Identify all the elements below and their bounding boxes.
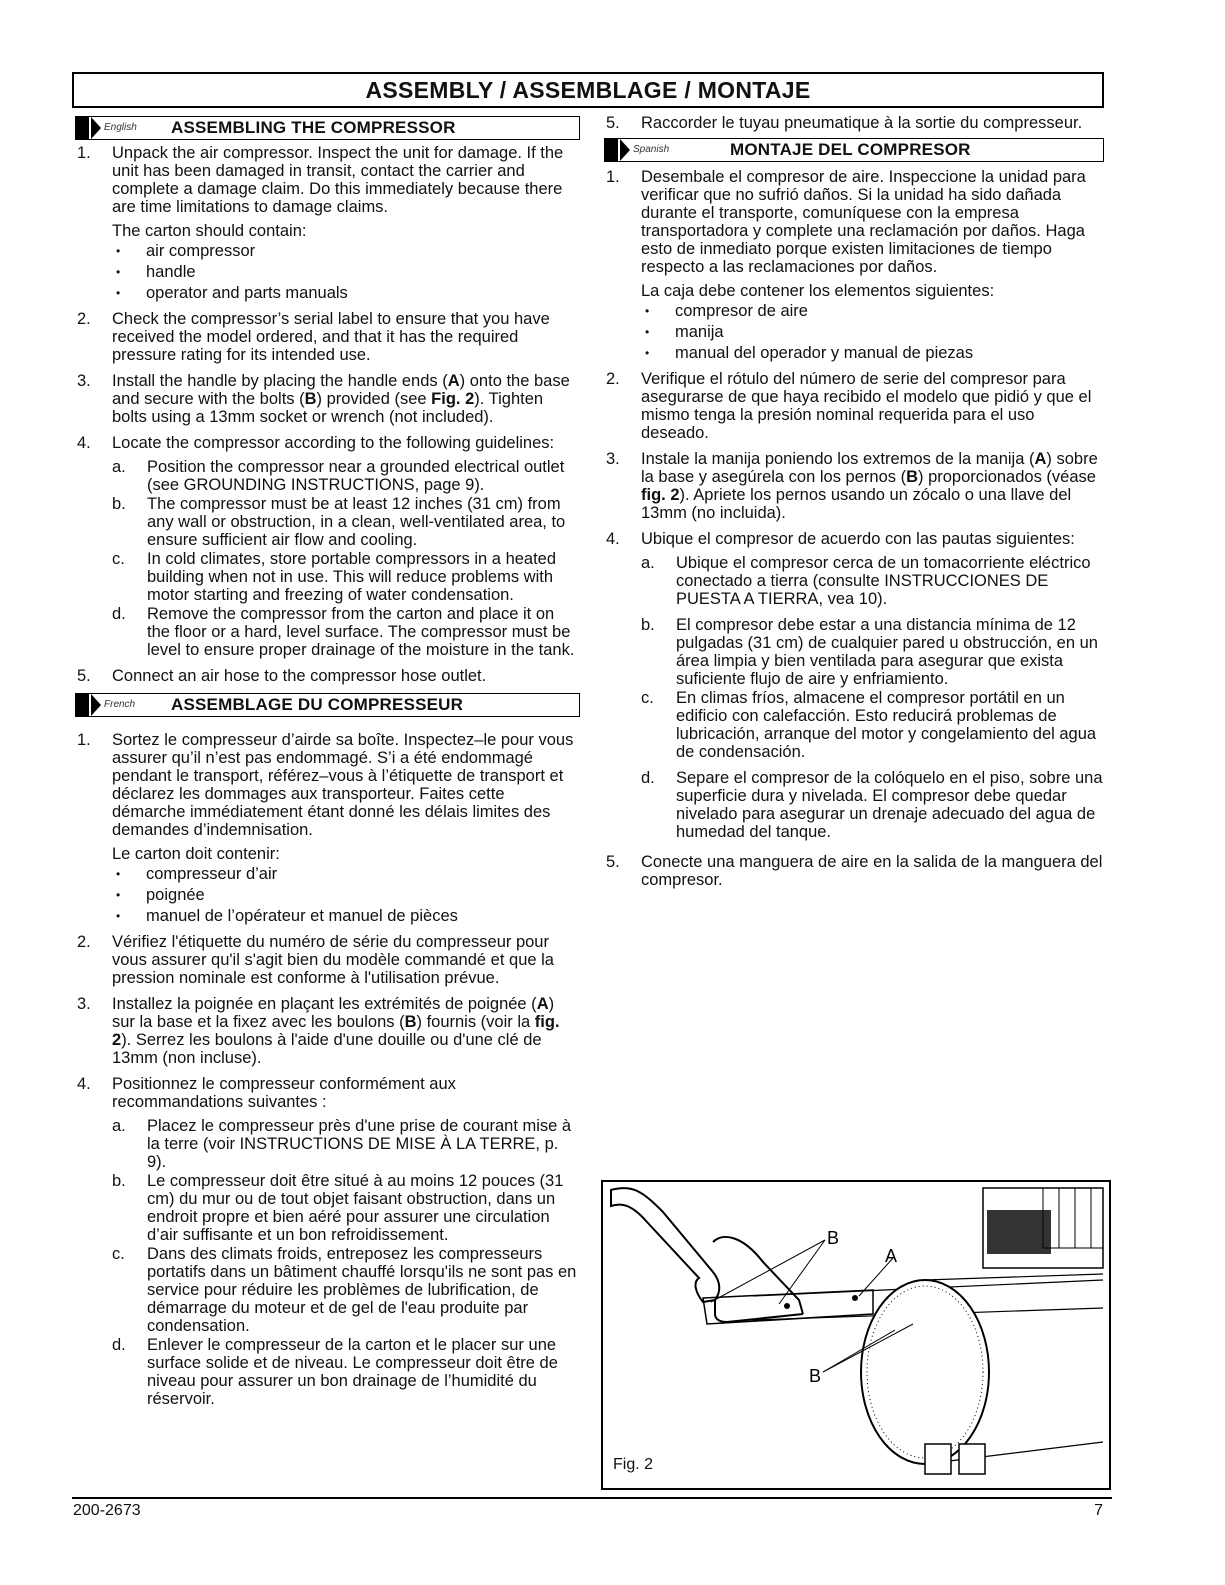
- figure-2: [601, 1180, 1111, 1490]
- step-number: 3.: [77, 995, 91, 1013]
- step-text: [112, 995, 580, 1067]
- list-item: [641, 616, 1104, 688]
- step-text: [112, 372, 580, 426]
- handle-tube: [611, 1188, 719, 1302]
- list-item: [604, 530, 1104, 841]
- step-number: 2.: [77, 933, 91, 951]
- motor-cage: [1043, 1188, 1103, 1248]
- list-item: [75, 144, 580, 302]
- step-text: Vérifiez l'étiquette du numéro de série du compresseur pour vous assurer qu'il s'agit bien du modèle commandé et que la pression nominale est conforme à l'utilisation prévue.: [112, 933, 554, 987]
- bolt: [852, 1295, 858, 1301]
- list-item: [112, 495, 580, 549]
- item-letter: b.: [112, 495, 126, 513]
- step-subtext: The carton should contain:: [112, 222, 307, 240]
- list-item: • compresseur d’air: [112, 865, 580, 883]
- item-text: Ubique el compresor cerca de un tomacorriente eléctrico conectado a tierra (consulte INSTRUCCIONES DE PUESTA A TIERRA, vea 10).: [676, 554, 1091, 608]
- list-item: [112, 550, 580, 604]
- spanish-section-title: MONTAJE DEL COMPRESOR: [730, 140, 971, 159]
- list-item: • manual del operador y manual de piezas: [641, 344, 1104, 362]
- text-run: Install the handle by placing the handle ends (: [112, 372, 448, 390]
- item-letter: c.: [641, 689, 654, 707]
- item-letter: a.: [112, 1117, 126, 1135]
- step-text: Raccorder le tuyau pneumatique à la sortie du compresseur.: [641, 114, 1083, 132]
- step-number: 4.: [77, 1075, 91, 1093]
- language-flag-icon: [75, 694, 89, 716]
- list-item: [75, 933, 580, 987]
- item-letter: c.: [112, 550, 125, 568]
- foot: [959, 1444, 985, 1474]
- step-text: Sortez le compresseur d’airde sa boîte. Inspectez–le pour vous assurer qu’il n’est pas endommagé. S’i a été endommagé pendant le transport, référez–vous à l’étiquette de transport et déclarez les dommages aux transporteur. Faites cette démarche immédiatement étant donné les délais limites des demandes d’indemnisation.: [112, 731, 574, 839]
- item-text: Le compresseur doit être situé à au moins 12 pouces (31 cm) du mur ou de tout objet faisant obstruction, dans un endroit propre et bien aéré pour assurer une circulation d’air suffisante et un bon refroidissement.: [147, 1172, 564, 1244]
- spanish-language-tab: [604, 139, 730, 161]
- step-number: 3.: [77, 372, 91, 390]
- figure-label: Fig. 2: [613, 1456, 654, 1473]
- step-number: 5.: [77, 667, 91, 685]
- callout-ref: B: [304, 390, 317, 408]
- language-flag-icon: [604, 139, 618, 161]
- callout-ref: B: [404, 1013, 417, 1031]
- callout-ref: A: [1034, 450, 1047, 468]
- foot: [925, 1444, 951, 1474]
- step-number: 4.: [77, 434, 91, 452]
- text-run: ). Tighten bolts using a 13mm socket or wrench (not included).: [112, 390, 544, 426]
- text-run: ) onto the base and secure with the bolts (: [112, 372, 570, 408]
- step-subtext: Le carton doit contenir:: [112, 845, 280, 863]
- french-steps: [75, 731, 580, 1408]
- french-steps-continued: [604, 114, 1104, 132]
- item-text: Position the compressor near a grounded electrical outlet (see GROUNDING INSTRUCTIONS, page 9).: [147, 458, 565, 494]
- callout-ref: B: [906, 468, 918, 486]
- list-item: [75, 731, 580, 925]
- list-item: [75, 310, 580, 364]
- list-item: [75, 995, 580, 1067]
- step-text: Connect an air hose to the compressor hose outlet.: [112, 667, 487, 685]
- item-letter: b.: [641, 616, 655, 634]
- handle-grip: [713, 1237, 803, 1314]
- language-name: English: [104, 122, 137, 133]
- english-steps: [75, 144, 580, 685]
- page-number: 7: [1094, 1502, 1103, 1519]
- list-item: • compresor de aire: [641, 302, 1104, 320]
- english-section-title: ASSEMBLING THE COMPRESSOR: [171, 118, 456, 137]
- item-text: Separe el compresor de la colóquelo en el piso, sobre una superficie dura y nivelada. El compresor debe quedar nivelado para asegurar un drenaje adecuado del agua de humedad del tanque.: [676, 769, 1103, 841]
- item-text: Enlever le compresseur de la carton et le placer sur une surface solide et de niveau. Le compresseur doit être de niveau pour assurer un bon drainage de l’humidité du réservoir.: [147, 1336, 558, 1408]
- list-item: [604, 853, 1104, 889]
- figure-ref: fig. 2: [641, 486, 680, 504]
- language-arrow-icon: [620, 139, 630, 161]
- list-item: [604, 168, 1104, 362]
- english-language-tab: [75, 117, 171, 139]
- list-item: [75, 1075, 580, 1408]
- list-item: • handle: [112, 263, 580, 281]
- item-letter: c.: [112, 1245, 125, 1263]
- callout-line-b: [779, 1240, 825, 1304]
- list-item: [641, 554, 1104, 608]
- step-number: 1.: [77, 731, 91, 749]
- language-flag-icon: [75, 117, 89, 139]
- item-text: Remove the compressor from the carton and place it on the floor or a hard, level surface. The compressor must be level to ensure proper drainage of the moisture in the tank.: [147, 605, 575, 659]
- text-run: ) fournis (voir la: [416, 1013, 535, 1031]
- list-item: [75, 667, 580, 685]
- list-item: [112, 1336, 580, 1408]
- step-text: Locate the compressor according to the following guidelines:: [112, 434, 555, 452]
- step-text: Unpack the air compressor. Inspect the unit for damage. If the unit has been damaged in transit, contact the carrier and complete a damage claim. Do this immediately because there are time limitations to damage claims.: [112, 144, 564, 216]
- step-number: 1.: [606, 168, 620, 186]
- list-item: [112, 458, 580, 494]
- guidelines-list: [112, 1117, 580, 1408]
- language-arrow-icon: [91, 694, 101, 716]
- guidelines-list: [641, 554, 1104, 841]
- text-run: ). Apriete los pernos usando un zócalo o una llave del 13mm (no incluida).: [641, 486, 1072, 522]
- bolt: [784, 1303, 790, 1309]
- footer-divider: [72, 1497, 1112, 1499]
- callout-b: B: [809, 1366, 822, 1386]
- list-item: • manuel de l’opérateur et manuel de pièces: [112, 907, 580, 925]
- step-number: 5.: [606, 114, 620, 132]
- callout-ref: A: [536, 995, 549, 1013]
- step-text: Conecte una manguera de aire en la salida de la manguera del compresor.: [641, 853, 1103, 889]
- spanish-steps: [604, 168, 1104, 889]
- step-text: Positionnez le compresseur conformément aux recommandations suivantes :: [112, 1075, 456, 1111]
- text-run: ) sobre la base y asegúrela con los pernos (: [641, 450, 1098, 486]
- item-text: El compresor debe estar a una distancia mínima de 12 pulgadas (31 cm) de cualquier pared u obstrucción, en un área limpia y bien ventilada para asegurar que exista suficiente flujo de aire y enfriamiento.: [676, 616, 1098, 688]
- list-item: [641, 689, 1104, 761]
- list-item: [604, 114, 1104, 132]
- list-item: • operator and parts manuals: [112, 284, 580, 302]
- step-number: 2.: [606, 370, 620, 388]
- list-item: [75, 372, 580, 426]
- item-letter: b.: [112, 1172, 126, 1190]
- compressor-handle-illustration: [603, 1182, 1109, 1488]
- callout-a: A: [885, 1246, 898, 1266]
- list-item: [112, 1172, 580, 1244]
- step-text: Verifique el rótulo del número de serie del compresor para asegurarse de que haya recibido el modelo que pidió y que el mismo tenga la presión nominal requerida para el uso deseado.: [641, 370, 1092, 442]
- text-run: ) proporcionados (véase: [918, 468, 1096, 486]
- text-run: ) sur la base et la fixez avec les boulons (: [112, 995, 555, 1031]
- figure-ref: Fig. 2: [431, 390, 475, 408]
- callout-ref: A: [447, 372, 460, 390]
- item-letter: d.: [112, 605, 126, 623]
- step-text: Desembale el compresor de aire. Inspeccione la unidad para verificar que no sufrió daños. Si la unidad ha sido dañada durante el transporte, comuníquese con la empresa transportadora y complete una reclamación por daños. Haga esto de inmediato porque existen limitaciones de tiempo respecto a las reclamaciones por daños.: [641, 168, 1086, 276]
- list-item: • air compressor: [112, 242, 580, 260]
- tank-line: [925, 1274, 1103, 1280]
- language-name: French: [104, 699, 136, 710]
- item-letter: a.: [112, 458, 126, 476]
- step-text: Check the compressor’s serial label to ensure that you have received the model ordered, and that it has the required pressure rating for its intended use.: [112, 310, 550, 364]
- item-letter: d.: [112, 1336, 126, 1354]
- list-item: • poignée: [112, 886, 580, 904]
- english-section-header: [75, 116, 580, 140]
- french-section-title: ASSEMBLAGE DU COMPRESSEUR: [171, 695, 464, 714]
- french-section-header: [75, 693, 580, 717]
- language-arrow-icon: [91, 117, 101, 139]
- step-text: [641, 450, 1104, 522]
- step-text: Ubique el compresor de acuerdo con las pautas siguientes:: [641, 530, 1075, 548]
- step-number: 4.: [606, 530, 620, 548]
- carton-contents: [641, 302, 1104, 362]
- step-number: 5.: [606, 853, 620, 871]
- document-number: 200-2673: [73, 1502, 141, 1519]
- text-run: Installez la poignée en plaçant les extrémités de poignée (: [112, 995, 537, 1013]
- tank-end: [861, 1280, 989, 1464]
- item-text: En climas fríos, almacene el compresor portátil en un edificio con calefacción. Esto reducirá problemas de lubricación, arranque del motor y congelamiento del agua de condensación.: [676, 689, 1097, 761]
- figure-ref: fig. 2: [112, 1013, 560, 1049]
- guidelines-list: [112, 458, 580, 659]
- right-column: [604, 114, 1104, 897]
- item-text: The compressor must be at least 12 inches (31 cm) from any wall or obstruction, in a clean, well-ventilated area, to ensure sufficient air flow and cooling.: [147, 495, 566, 549]
- item-text: In cold climates, store portable compressors in a heated building when not in use. This will reduce problems with motor starting and freezing of water condensation.: [147, 550, 557, 604]
- list-item: [75, 434, 580, 659]
- list-item: [112, 1245, 580, 1335]
- text-run: ). Serrez les boulons à l'aide d'une douille ou d'une clé de 13mm (non incluse).: [112, 1031, 542, 1067]
- list-item: [112, 605, 580, 659]
- text-run: ) provided (see: [316, 390, 432, 408]
- spanish-section-header: [604, 138, 1104, 162]
- item-letter: a.: [641, 554, 655, 572]
- list-item: [112, 1117, 580, 1171]
- item-text: Dans des climats froids, entreposez les compresseurs portatifs dans un bâtiment chauffé lorsqu'ils ne sont pas en service pour réduire les problèmes de lubrification, de démarrage du moteur et de gel de l'eau produite par condensation.: [147, 1245, 577, 1335]
- list-item: [641, 769, 1104, 841]
- carton-contents: [112, 865, 580, 925]
- carton-contents: [112, 242, 580, 302]
- motor-vent: [987, 1210, 1051, 1254]
- left-column: [75, 114, 580, 1416]
- language-name: Spanish: [633, 144, 670, 155]
- page-title: ASSEMBLY / ASSEMBLAGE / MONTAJE: [72, 72, 1104, 108]
- step-number: 2.: [77, 310, 91, 328]
- step-number: 3.: [606, 450, 620, 468]
- item-text: Placez le compresseur près d'une prise de courant mise à la terre (voir INSTRUCTIONS DE MISE À LA TERRE, p. 9).: [147, 1117, 572, 1171]
- item-letter: d.: [641, 769, 655, 787]
- french-language-tab: [75, 694, 171, 716]
- list-item: [604, 370, 1104, 442]
- text-run: Instale la manija poniendo los extremos de la manija (: [641, 450, 1035, 468]
- step-number: 1.: [77, 144, 91, 162]
- step-subtext: La caja debe contener los elementos siguientes:: [641, 282, 995, 300]
- list-item: • manija: [641, 323, 1104, 341]
- callout-b: B: [827, 1228, 840, 1248]
- list-item: [604, 450, 1104, 522]
